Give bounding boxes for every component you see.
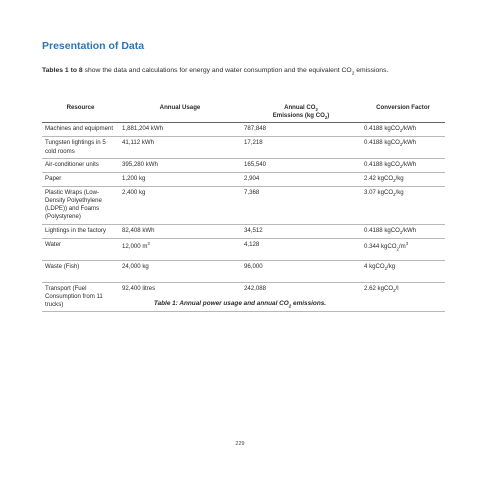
cell-resource: Machines and equipment	[42, 123, 119, 137]
cell-usage: 12,000 $m^3$	[119, 238, 241, 260]
cell-emissions: 4,128	[241, 238, 361, 260]
table-row	[42, 260, 445, 282]
cell-resource: Transport (Fuel Consumption from 11 trucks)	[42, 282, 119, 312]
header-usage: Annual Usage	[119, 102, 241, 123]
cell-conversion-factor: 2.42 kgCO$_2$/kg	[361, 172, 445, 186]
intro-text: show the data and calculations for energy and water consumption and the equivalent CO	[82, 67, 352, 74]
table-row	[42, 158, 445, 172]
intro-paragraph	[42, 67, 462, 76]
intro-end: emissions.	[354, 67, 389, 74]
cell-emissions: 7,368	[241, 186, 361, 224]
table-row	[42, 238, 445, 260]
cell-resource: Waste (Fish)	[42, 260, 119, 282]
header-resource: Resource	[42, 102, 119, 123]
cell-emissions: 2,904	[241, 172, 361, 186]
cell-resource: Water	[42, 238, 119, 260]
cell-resource: Plastic Wraps (Low-Density Polyethylene (LDPE)) and Foams (Polystyrene)	[42, 186, 119, 224]
cell-conversion-factor: 4 kgCO$_2$/kg	[361, 260, 445, 282]
cell-emissions: 242,088	[241, 282, 361, 312]
header-emissions: Annual $CO_2$ Emissions (kg $CO_2$)	[241, 102, 361, 123]
cell-usage: 1,200 kg	[119, 172, 241, 186]
header-factor: Conversion Factor	[361, 102, 445, 123]
page-number: 229	[235, 441, 245, 447]
cell-conversion-factor: 0.4188 kgCO$_2$/kWh	[361, 158, 445, 172]
data-table	[42, 102, 445, 312]
cell-emissions: 34,512	[241, 224, 361, 238]
cell-resource: Tungsten lightings in 5 cold rooms	[42, 137, 119, 158]
table-row	[42, 123, 445, 137]
cell-conversion-factor: 0.4188 kgCO$_2$/kWh	[361, 123, 445, 137]
cell-usage: 395,280 kWh	[119, 158, 241, 172]
cell-conversion-factor: 3.07 kgCO$_2$/kg	[361, 186, 445, 224]
cell-usage: 92,400 litres	[119, 282, 241, 312]
intro-bold: Tables 1 to 8	[42, 67, 83, 74]
cell-resource: Paper	[42, 172, 119, 186]
table-row	[42, 186, 445, 224]
cell-resource: Air-conditioner units	[42, 158, 119, 172]
cell-usage: 24,000 kg	[119, 260, 241, 282]
cell-emissions: 787,848	[241, 123, 361, 137]
cell-usage: 82,408 kWh	[119, 224, 241, 238]
cell-conversion-factor: 0.344 $kgCO_2/m^3$	[361, 238, 445, 260]
cell-emissions: 96,000	[241, 260, 361, 282]
section-heading: Presentation of Data	[42, 40, 145, 52]
table-caption: Table 1: Annual power usage and annual $CO_2$ emissions.	[153, 300, 327, 309]
table-header-row	[42, 102, 445, 123]
table-row	[42, 224, 445, 238]
cell-resource: Lightings in the factory	[42, 224, 119, 238]
cell-usage: 41,112 kWh	[119, 137, 241, 158]
cell-emissions: 17,218	[241, 137, 361, 158]
cell-conversion-factor: 0.4188 kgCO$_2$/kWh	[361, 224, 445, 238]
cell-conversion-factor: 0.4188 kgCO$_2$/kWh	[361, 137, 445, 158]
cell-emissions: 165,540	[241, 158, 361, 172]
table-row	[42, 172, 445, 186]
cell-usage: 1,881,204 kWh	[119, 123, 241, 137]
intro-sub: 2	[351, 71, 355, 77]
cell-conversion-factor: 2.62 kgCO$_2$/l	[361, 282, 445, 312]
table-row	[42, 137, 445, 158]
cell-usage: 2,400 kg	[119, 186, 241, 224]
